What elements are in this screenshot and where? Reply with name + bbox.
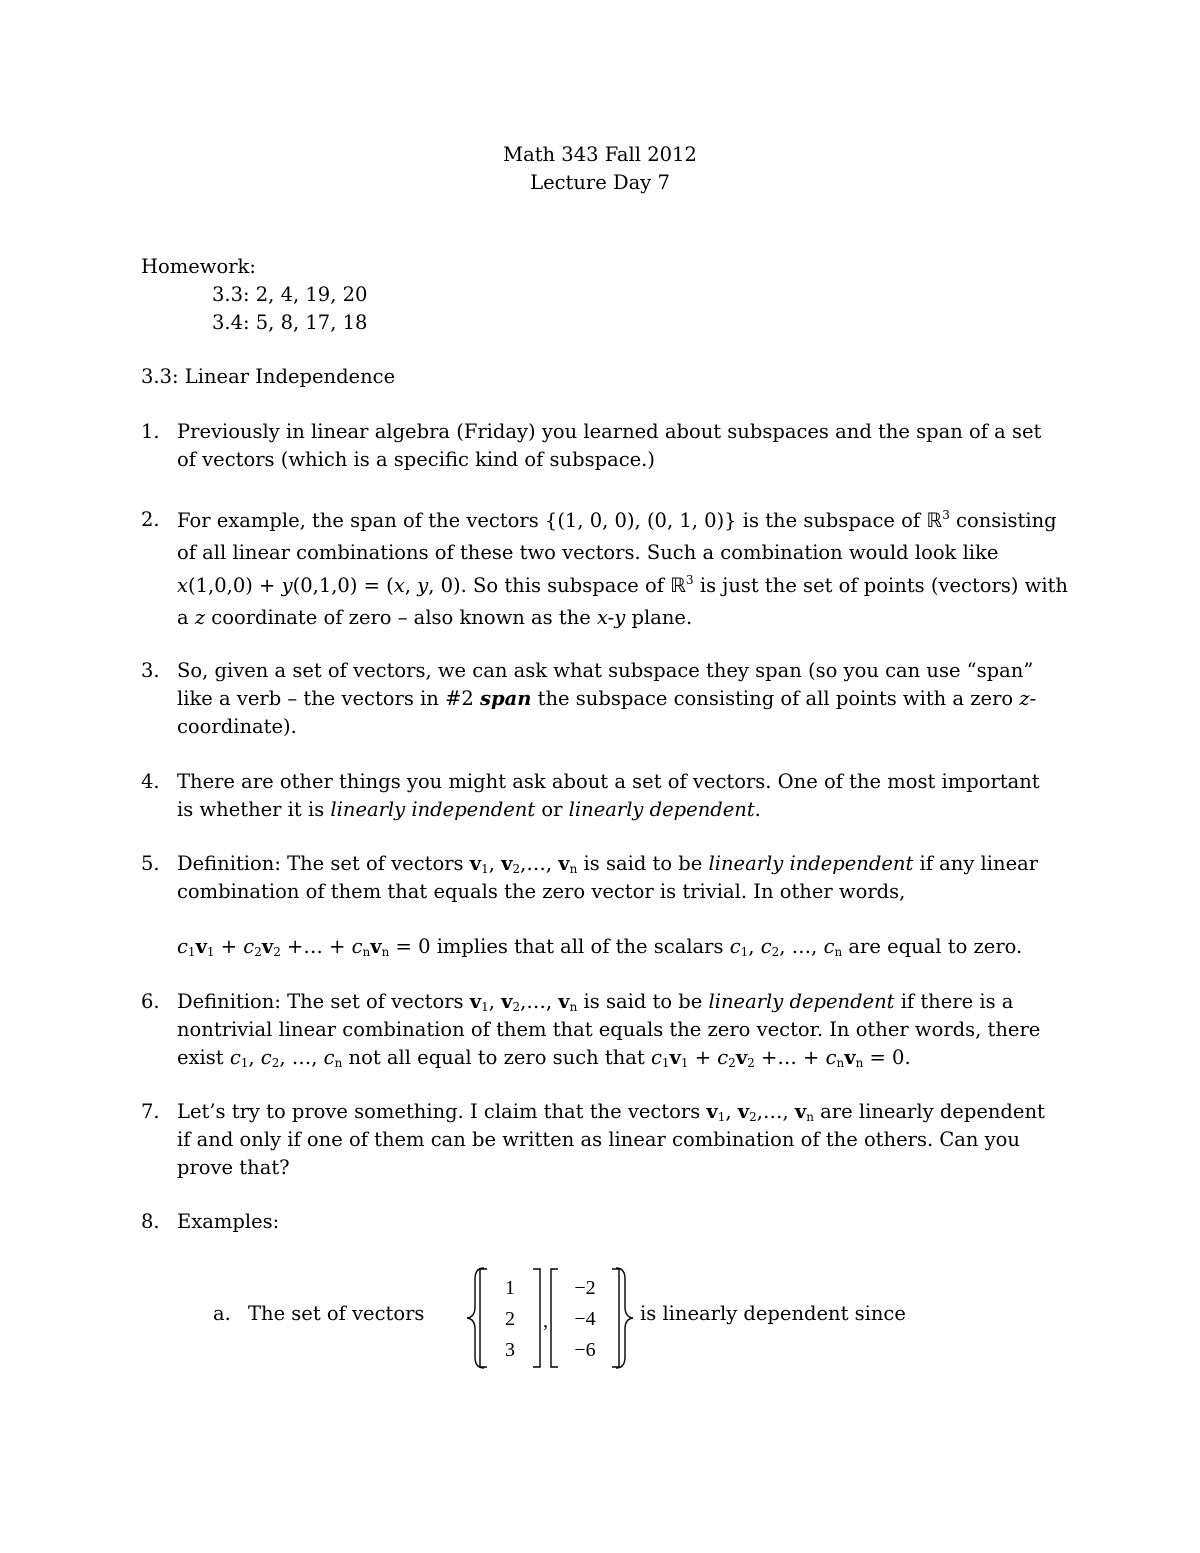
item-1-line-2: of vectors (which is a specific kind of subspace.) bbox=[177, 448, 655, 471]
example-a bbox=[213, 1300, 424, 1328]
item-2-line-4: a z coordinate of zero – also known as the x-y plane. bbox=[177, 606, 693, 629]
homework-block bbox=[141, 253, 367, 337]
item-7-line-1: Let’s try to prove something. I claim that the vectors $v_1$, $v_2,\dots$, $v_n$ are linearly dependent bbox=[177, 1100, 1045, 1124]
item-number: 7. bbox=[141, 1100, 160, 1123]
item-6-line-1: Definition: The set of vectors $v_1$, $v_2,\dots$, $v_n$ is said to be linearly dependent if there is a bbox=[177, 990, 1014, 1014]
item-6-line-2: nontrivial linear combination of them that equals the zero vector. In other words, there bbox=[177, 1018, 1041, 1041]
section-title: 3.3: Linear Independence bbox=[141, 365, 396, 388]
item-number: 1. bbox=[141, 420, 160, 443]
item-number: 8. bbox=[141, 1210, 160, 1233]
item-5-line-1: Definition: The set of vectors $v_1$, $v_2,\dots$, $v_n$ is said to be linearly independent if any linear bbox=[177, 852, 1039, 876]
example-a-text: The set of vectors bbox=[248, 1302, 425, 1325]
document-header bbox=[0, 141, 1200, 197]
item-7-line-2: if and only if one of them can be written as linear combination of the others. Can you bbox=[177, 1128, 1020, 1151]
item-number: 5. bbox=[141, 852, 160, 875]
homework-line-2: 3.4: 5, 8, 17, 18 bbox=[212, 311, 368, 334]
course-title: Math 343 Fall 2012 bbox=[503, 143, 697, 166]
item-number: 4. bbox=[141, 770, 160, 793]
vector-set bbox=[462, 1265, 638, 1371]
item-number: 6. bbox=[141, 990, 160, 1013]
item-3-line-2: like a verb – the vectors in #2 span the subspace consisting of all points with a zero z- bbox=[177, 687, 1037, 710]
example-a-conclusion: is linearly dependent since bbox=[640, 1302, 906, 1325]
item-number: 2. bbox=[141, 508, 160, 531]
list-item-5 bbox=[141, 850, 1071, 906]
list-item-1 bbox=[141, 418, 1071, 474]
homework-line-1: 3.3: 2, 4, 19, 20 bbox=[212, 283, 368, 306]
list-item-6 bbox=[141, 988, 1071, 1072]
list-item-3 bbox=[141, 657, 1071, 741]
item-4-line-2: is whether it is linearly independent or linearly dependent. bbox=[177, 798, 761, 821]
vector-1-entry-2: 2 bbox=[505, 1308, 515, 1330]
homework-label: Homework: bbox=[141, 255, 256, 278]
vector-1-entry-3: 3 bbox=[505, 1339, 515, 1361]
vector-1-entry-1: 1 bbox=[505, 1277, 515, 1299]
vector-1-bracket-right bbox=[533, 1269, 540, 1367]
vector-separator: , bbox=[543, 1310, 548, 1332]
list-item-4 bbox=[141, 768, 1071, 824]
item-1-line-1: Previously in linear algebra (Friday) you learned about subspaces and the span of a set bbox=[177, 420, 1042, 443]
list-item-2 bbox=[141, 504, 1071, 634]
vector-2-bracket-left bbox=[551, 1269, 558, 1367]
item-2-line-2: of all linear combinations of these two vectors. Such a combination would look like bbox=[177, 541, 999, 564]
vector-1-bracket-left bbox=[480, 1269, 487, 1367]
item-2-line-3: x(1,0,0) + y(0,1,0) = (x, y, 0). So this subspace of ℝ$^3$ is just the set of points (vectors) with bbox=[177, 573, 1068, 597]
vector-2-entry-3: −6 bbox=[574, 1339, 596, 1361]
item-7-line-3: prove that? bbox=[177, 1156, 290, 1179]
example-a-label: a. bbox=[213, 1302, 231, 1325]
item-5-line-2: combination of them that equals the zero vector is trivial. In other words, bbox=[177, 880, 906, 903]
item-3-line-3: coordinate). bbox=[177, 715, 297, 738]
vector-2-bracket-right bbox=[612, 1269, 619, 1367]
item-number: 3. bbox=[141, 659, 160, 682]
item-6-line-3: exist $c_1$, $c_2$, …, $c_n$ not all equal to zero such that $c_1v_1 + c_2v_2$ +… + $c_nv_n = 0$. bbox=[177, 1046, 911, 1070]
vector-2-entry-1: −2 bbox=[574, 1277, 596, 1299]
set-brace-left bbox=[467, 1268, 484, 1368]
list-item-7 bbox=[141, 1098, 1071, 1182]
lecture-title: Lecture Day 7 bbox=[530, 171, 670, 194]
list-item-8 bbox=[141, 1208, 1071, 1236]
item-8-line-1: Examples: bbox=[177, 1210, 280, 1233]
item-4-line-1: There are other things you might ask about a set of vectors. One of the most important bbox=[177, 770, 1040, 793]
independence-formula: $c_1v_1 + c_2v_2$ +… + $c_nv_n = 0$ implies that all of the scalars $c_1$, $c_2$, …, $c_n$ are equal to zero. bbox=[177, 935, 1023, 959]
item-3-line-1: So, given a set of vectors, we can ask what subspace they span (so you can use “span” bbox=[177, 659, 1034, 682]
item-2-line-1: For example, the span of the vectors {(1, 0, 0), (0, 1, 0)} is the subspace of ℝ$^3$ consisting bbox=[177, 508, 1057, 532]
vector-2-entry-2: −4 bbox=[574, 1308, 596, 1330]
